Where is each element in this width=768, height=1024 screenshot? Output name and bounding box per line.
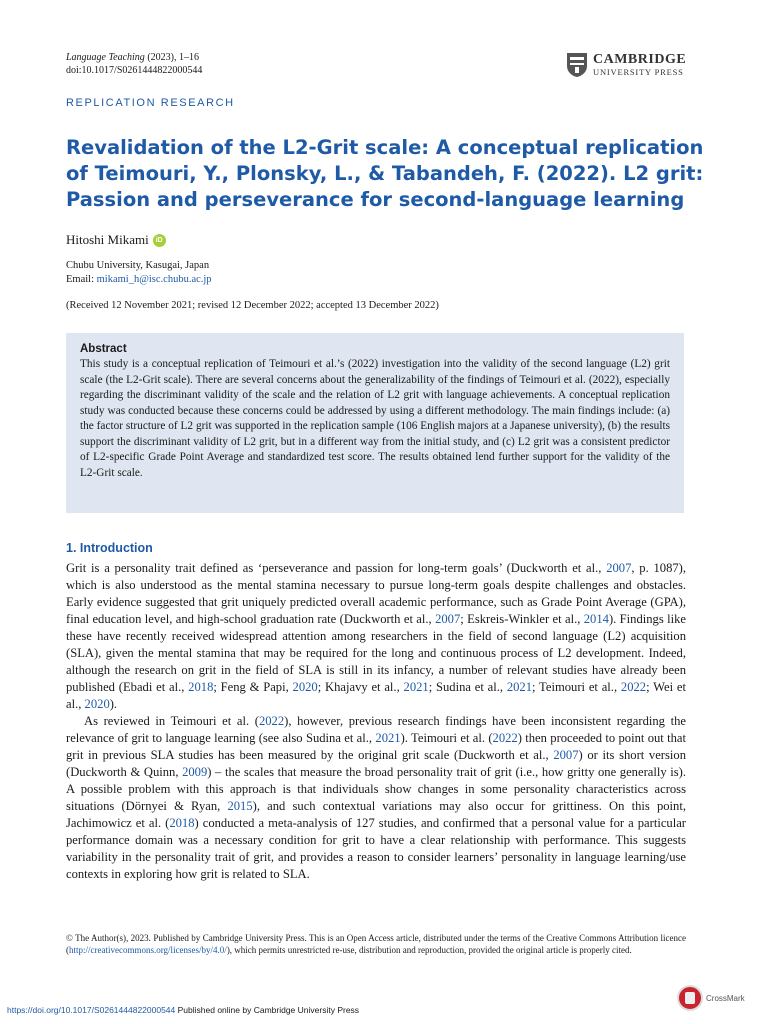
affiliation xyxy=(66,259,212,287)
citation-link[interactable]: 2007 xyxy=(435,612,461,626)
text-run: ) conducted a meta-analysis of 127 studies, and confirmed that a personal value for a particular performance domain was a necessary condition for grit to have a clear relationship with performance. This suggests variability in the personality trait of grit, and provides a reason to consider learners’ personality in language learning/use contexts in exploring how grit is related to SLA. xyxy=(66,816,686,881)
text-run: ). Teimouri et al. ( xyxy=(400,731,493,745)
text-run: As reviewed in Teimouri et al. ( xyxy=(84,714,259,728)
publisher-subname: UNIVERSITY PRESS xyxy=(593,67,684,77)
citation-link[interactable]: 2021 xyxy=(506,680,532,694)
paragraph-2 xyxy=(66,713,686,883)
citation-link[interactable]: 2022 xyxy=(492,731,518,745)
license-link[interactable]: http://creativecommons.org/licenses/by/4.0/ xyxy=(69,945,227,955)
publisher-name: CAMBRIDGE xyxy=(593,52,687,67)
citation-link[interactable]: 2014 xyxy=(583,612,609,626)
copyright-notice xyxy=(66,932,686,956)
abstract-text: This study is a conceptual replication of Teimouri et al.’s (2022) investigation into the validity of the second language (L2) grit scale (the L2-Grit scale). There are several concerns about the generalizability of the findings of Teimouri et al. (2022), especially regarding the discriminant validity of the scale and the relation of L2 grit with language achievements. A conceptual replication study was conducted because these concerns could be addressed by using a different methodology. The main findings include: (a) the factor structure of L2 grit was supported in the replication sample (106 English majors at a Japanese university), (b) the results support the discriminant validity of L2 grit, but in a different way from the initial study, and (c) L2 grit was a consistent predictor of L2-specific Grade Point Average and standardized test score. The results obtained lend further support for the validity of the L2-Grit scale. xyxy=(80,358,670,479)
citation-link[interactable]: 2021 xyxy=(403,680,429,694)
text-run: ; Teimouri et al., xyxy=(532,680,621,694)
citation-link[interactable]: 2021 xyxy=(375,731,401,745)
email-label: Email: xyxy=(66,274,97,285)
crossmark-badge[interactable] xyxy=(677,985,745,1011)
institution: Chubu University, Kasugai, Japan xyxy=(66,260,210,271)
citation-link[interactable]: 2007 xyxy=(606,561,632,575)
text-run: ), and such contextual variations may also occur for grittiness. On this point, Jachimowicz et al. ( xyxy=(66,799,686,830)
cambridge-logo[interactable] xyxy=(566,52,686,78)
article-title: Revalidation of the L2-Grit scale: A conceptual replication of Teimouri, Y., Plonsky, L., & Tabandeh, F. (2022). L2 grit: Passion and perseverance for second-language learning xyxy=(66,136,704,211)
footer-doi-link[interactable]: https://doi.org/10.1017/S0261444822000544 xyxy=(7,1005,176,1015)
crossmark-icon xyxy=(677,985,703,1011)
text-run: ), however, previous research findings have been inconsistent regarding the relevance of grit to language learning (see also Sudina et al., xyxy=(66,714,686,745)
citation-link[interactable]: 2009 xyxy=(182,765,208,779)
text-run: ). xyxy=(109,697,118,711)
journal-doi: doi:10.1017/S0261444822000544 xyxy=(66,65,203,76)
received-dates: (Received 12 November 2021; revised 12 December 2022; accepted 13 December 2022) xyxy=(66,300,439,311)
paragraph-1 xyxy=(66,560,686,713)
journal-citation xyxy=(66,51,202,77)
citation-link[interactable]: 2018 xyxy=(169,816,195,830)
text-run: ; Eskreis-Winkler et al., xyxy=(460,612,584,626)
author xyxy=(66,232,166,248)
citation-link[interactable]: 2018 xyxy=(188,680,214,694)
citation-link[interactable]: 2020 xyxy=(84,697,110,711)
cambridge-shield-icon xyxy=(566,52,588,78)
text-run: , p. 1087), which is also understood as the mental stamina necessary to pursue long-term goals despite challenges and obstacles. Early evidence suggested that grit uniquely predicted overall academic performance, such as Grade Point Average (GPA), final education level, and high-school graduation rate (Duckworth et al., xyxy=(66,561,687,626)
text-run: ; Khajavy et al., xyxy=(317,680,404,694)
journal-name: Language Teaching xyxy=(66,52,145,63)
copyright-text: © The Author(s), 2023. Published by Cambridge University Press. This is an Open Access article, distributed under the terms of the Creative Commons Attribution licence ( xyxy=(66,933,686,955)
text-run: ; Feng & Papi, xyxy=(213,680,293,694)
citation-link[interactable]: 2020 xyxy=(292,680,318,694)
email-link[interactable]: mikami_h@isc.chubu.ac.jp xyxy=(96,274,212,285)
section-heading-introduction: 1. Introduction xyxy=(66,541,153,555)
abstract-heading: Abstract xyxy=(80,343,127,355)
citation-link[interactable]: 2015 xyxy=(227,799,253,813)
crossmark-label: CrossMark xyxy=(706,993,745,1003)
citation-link[interactable]: 2022 xyxy=(620,680,647,694)
text-run: ; Wei et al., xyxy=(66,680,686,711)
orcid-icon[interactable]: iD xyxy=(153,234,166,247)
footer xyxy=(7,1005,359,1015)
abstract-box xyxy=(66,333,684,513)
text-run: ; Sudina et al., xyxy=(428,680,507,694)
journal-volume: (2023), 1–16 xyxy=(144,52,199,63)
text-run: ) or its short version (Duckworth & Quinn, xyxy=(66,748,686,779)
text-run: Grit is a personality trait defined as ‘perseverance and passion for long-term goals’ (Duckworth et al., xyxy=(66,561,607,575)
body-text xyxy=(66,560,686,883)
text-run: ). Findings like these have recently received widespread attention among researchers in the field of second language (L2) acquisition (SLA), given the mental stamina that may be required for the long and continuous process of L2 development. Indeed, although the research on grit in the field of SLA is still in its infancy, a number of relevant studies have already been published (Ebadi et al., xyxy=(66,612,686,694)
text-run: ) – the scales that measure the broad personality trait of grit (i.e., how gritty one generally is). A possible problem with this approach is that individuals show changes in some personality characteristics across situations (Dörnyei & Ryan, xyxy=(66,765,686,813)
section-label: REPLICATION RESEARCH xyxy=(66,97,235,109)
citation-link[interactable]: 2022 xyxy=(258,714,285,728)
text-run: ) then proceeded to point out that grit in previous SLA studies has been measured by the original grit scale (Duckworth et al., xyxy=(66,731,687,762)
author-name: Hitoshi Mikami xyxy=(66,232,149,247)
citation-link[interactable]: 2007 xyxy=(553,748,579,762)
footer-published: Published online by Cambridge University Press xyxy=(175,1005,360,1015)
copyright-text: ), which permits unrestricted re-use, distribution and reproduction, provided the original article is properly cited. xyxy=(226,945,632,955)
